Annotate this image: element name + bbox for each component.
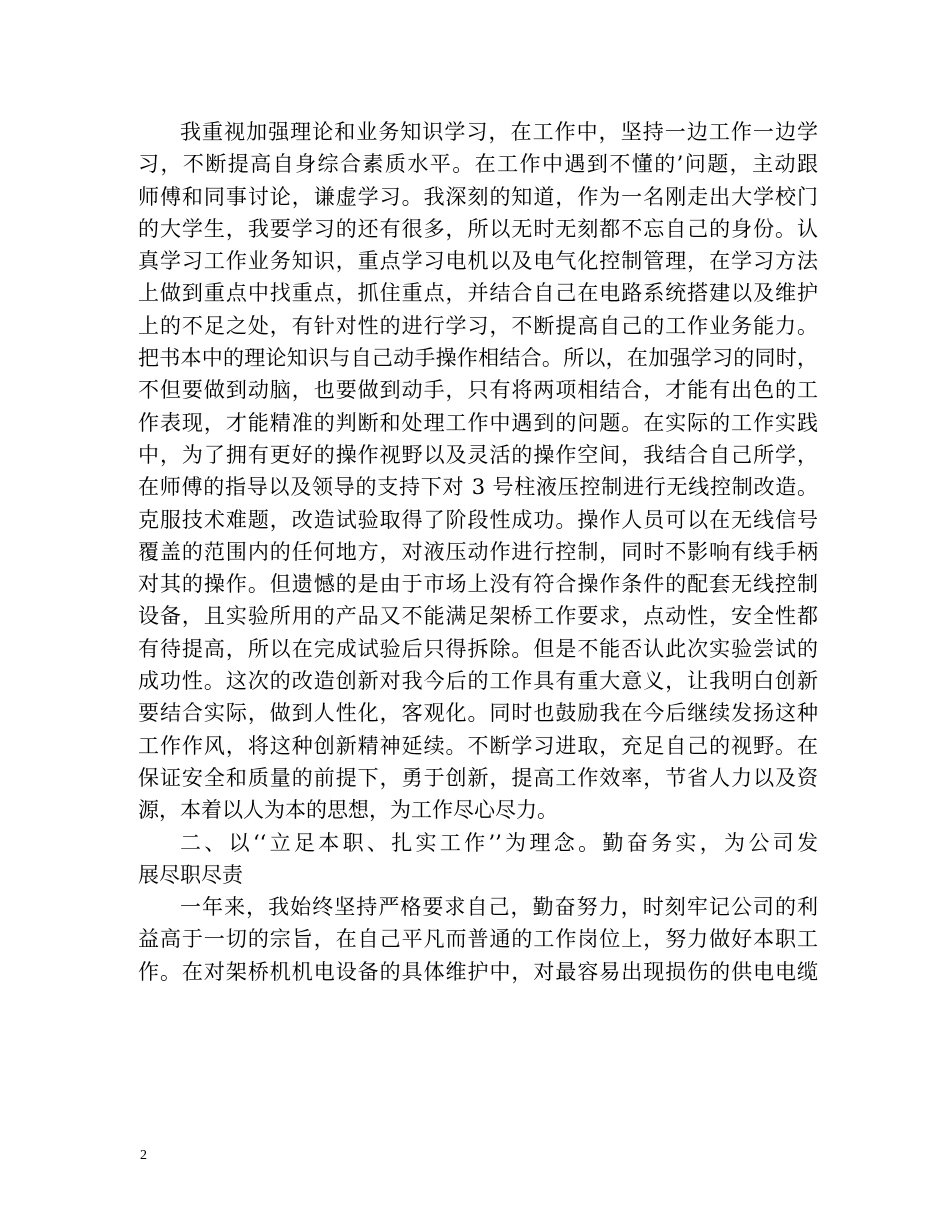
text-line: 成功性。这次的改造创新对我今后的工作具有重大意义，让我明白创新 [138, 669, 818, 694]
text-line: 对其的操作。但遗憾的是由于市场上没有符合操作条件的配套无线控制 [138, 572, 818, 597]
document-body [138, 116, 818, 988]
text-line: 师傅和同事讨论，谦虚学习。我深刻的知道，作为一名刚走出大学校门 [138, 184, 818, 209]
text-line: 中，为了拥有更好的操作视野以及灵活的操作空间，我结合自己所学， [138, 442, 818, 467]
text-line: 有待提高，所以在完成试验后只得拆除。但是不能否认此次实验尝试的 [138, 636, 818, 661]
text-line: 习，不断提高自身综合素质水平。在工作中遇到不懂的’问题，主动跟 [138, 152, 818, 177]
page-number: 2 [140, 1148, 147, 1163]
text-line: 覆盖的范围内的任何地方，对液压动作进行控制，同时不影响有线手柄 [138, 539, 818, 564]
text-line: 克服技术难题，改造试验取得了阶段性成功。操作人员可以在无线信号 [138, 507, 818, 532]
text-line: 把书本中的理论知识与自己动手操作相结合。所以，在加强学习的同时， [138, 346, 818, 371]
text-line: 作。在对架桥机机电设备的具体维护中，对最容易出现损伤的供电电缆 [138, 959, 818, 984]
text-line: 源，本着以人为本的思想，为工作尽心尽力。 [138, 798, 558, 823]
text-line: 的大学生，我要学习的还有很多，所以无时无刻都不忘自己的身份。认 [138, 216, 818, 241]
text-line: 上做到重点中找重点，抓住重点，并结合自己在电路系统搭建以及维护 [138, 281, 818, 306]
text-line: 工作作风，将这种创新精神延续。不断学习进取，充足自己的视野。在 [138, 733, 818, 758]
text-line: 我重视加强理论和业务知识学习，在工作中，坚持一边工作一边学 [180, 120, 818, 144]
text-line: 保证安全和质量的前提下，勇于创新，提高工作效率，节省人力以及资 [138, 765, 818, 790]
text-line: 一年来，我始终坚持严格要求自己，勤奋努力，时刻牢记公司的利 [180, 895, 818, 920]
text-line: 真学习工作业务知识，重点学习电机以及电气化控制管理，在学习方法 [138, 249, 818, 274]
text-line: 在师傅的指导以及领导的支持下对 3 号柱液压控制进行无线控制改造。 [138, 475, 818, 500]
text-line: 作表现，才能精准的判断和处理工作中遇到的问题。在实际的工作实践 [138, 410, 818, 435]
text-line: 不但要做到动脑，也要做到动手，只有将两项相结合，才能有出色的工 [138, 378, 818, 403]
section-heading-line: 展尽职尽责 [138, 862, 243, 887]
text-line: 上的不足之处，有针对性的进行学习，不断提高自己的工作业务能力。 [138, 313, 818, 338]
text-line: 要结合实际，做到人性化，客观化。同时也鼓励我在今后继续发扬这种 [138, 701, 818, 726]
text-line: 设备，且实验所用的产品又不能满足架桥工作要求，点动性，安全性都 [138, 604, 818, 629]
section-heading-line: 二、以‘‘立足本职、扎实工作’’为理念。勤奋务实，为公司发 [180, 830, 818, 855]
text-line: 益高于一切的宗旨，在自己平凡而普通的工作岗位上，努力做好本职工 [138, 927, 818, 952]
